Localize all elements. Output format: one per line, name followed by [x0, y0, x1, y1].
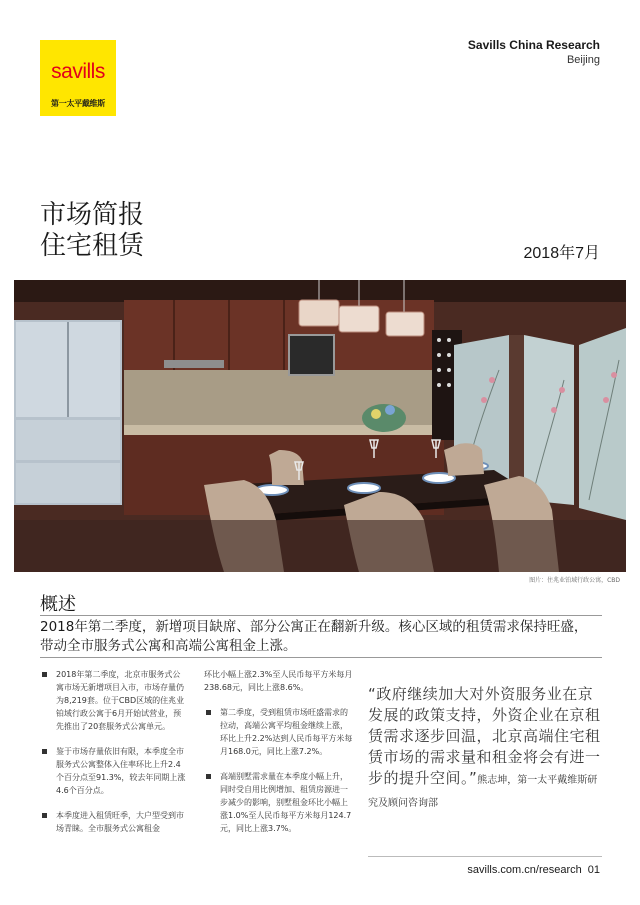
- footer-url[interactable]: savills.com.cn/research: [467, 864, 582, 876]
- bullet-item: [204, 770, 354, 835]
- pull-quote: [368, 684, 602, 814]
- overview-bottom-rule: [40, 657, 602, 658]
- bullets-column-1: [40, 668, 188, 847]
- bullet-text: 高端别墅需求量在本季度小幅上升，同时受自用比例增加、租赁房源进一步减少的影响，别墅租金环比小幅上涨1.0%至人民币每平方米每月124.7元，同比上涨3.7%。: [220, 772, 352, 833]
- bullet-square-icon: [42, 749, 47, 754]
- bullet-square-icon: [206, 774, 211, 779]
- overview-top-rule: [40, 615, 602, 616]
- footer-rule: [368, 856, 602, 857]
- overview-heading: 概述: [40, 594, 76, 615]
- header-city: Beijing: [566, 54, 600, 66]
- overview-summary: 2018年第二季度，新增项目缺席、部分公寓正在翻新升级。核心区域的租赁需求保持旺盛，带动全市服务式公寓和高端公寓租金上涨。: [40, 619, 588, 654]
- bullet-square-icon: [42, 813, 47, 818]
- bullet-text: 本季度进入租赁旺季，大户型受到市场青睐。全市服务式公寓租金: [56, 811, 184, 833]
- logo-subtitle: 第一太平戴维斯: [51, 99, 105, 108]
- quote-text: “政府继续加大对外资服务业在京发展的政策支持，外资企业在京租赁需求逐步回温，北京高端住宅租赁市场的需求量和租金将会有进一步的提升空间。”: [368, 685, 601, 787]
- footer: [467, 864, 600, 876]
- quote-attribution: 熊志坤，第一太平戴维斯研究及顾问咨询部: [368, 775, 598, 809]
- bullet-text: 鉴于市场存量依旧有限，本季度全市服务式公寓整体入住率环比上升2.4个百分点至91.3%，较去年同期上涨4.6个百分点。: [56, 747, 186, 795]
- report-title-line2: 住宅租赁: [40, 231, 145, 261]
- report-title-line1: 市场简报: [40, 200, 145, 230]
- savills-logo: [40, 40, 116, 116]
- bullet-square-icon: [42, 672, 47, 677]
- cover-photo: [14, 280, 626, 572]
- report-title: [40, 200, 144, 262]
- bullet-item: [40, 809, 188, 835]
- report-date: 2018年7月: [523, 245, 600, 262]
- photo-caption: 图片：住兆业铂域行政公寓，CBD: [529, 577, 620, 584]
- bullets-column-2: [204, 668, 354, 847]
- bullet-text: 第二季度，受到租赁市场旺盛需求的拉动，高端公寓平均租金继续上涨，环比上升2.2%达到人民币每平方米每月168.0元，同比上涨7.2%。: [220, 708, 353, 756]
- page-number: 01: [587, 864, 600, 876]
- bullet-item: [40, 668, 188, 733]
- bullet-item: [40, 745, 188, 797]
- logo-word: savills: [51, 60, 105, 83]
- bullet-square-icon: [206, 710, 211, 715]
- bullet-text: 2018年第二季度，北京市服务式公寓市场无新增项目入市，市场存量仍为8,219套。位于CBD区域的住兆业铂域行政公寓于6月开始试营业，预先推出了20套服务式公寓单元。: [56, 670, 185, 731]
- header-title: Savills China Research: [467, 38, 600, 52]
- bullet-continuation: 环比小幅上涨2.3%至人民币每平方米每月238.68元，同比上涨8.6%。: [204, 670, 353, 692]
- bullet-item: [204, 706, 354, 758]
